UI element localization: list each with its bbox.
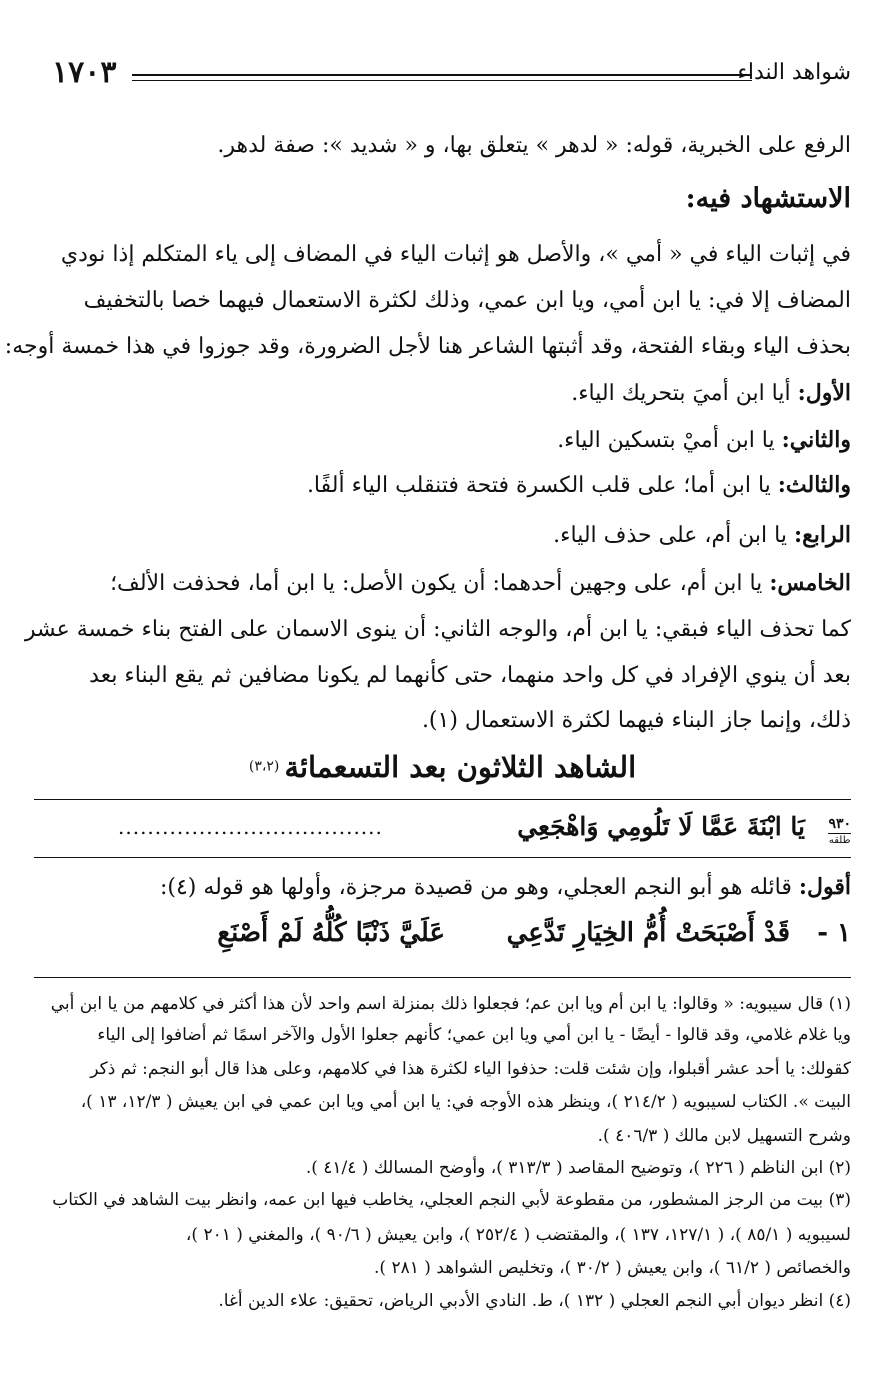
poem-number: ١ - — [817, 918, 851, 948]
witness-heading — [0, 750, 885, 784]
verse-text: يَا ابْنَةَ عَمَّا لَا تَلُومِي وَاهْجَعِي — [517, 812, 805, 841]
verse-dots: .................................... — [118, 815, 383, 839]
item-text: أيا ابن أميَ بتحريك الياء. — [571, 381, 798, 406]
item-text: يا ابن أم، على وجهين أحدهما: أن يكون الأصل: يا ابن أما، فحذفت الألف؛ — [110, 571, 770, 596]
witness-ref: (٣،٢) — [248, 758, 280, 775]
footnote-line: والخصائص ( ٦١/٢ )، وابن يعيش ( ٣٠/٢ )، وتخليص الشواهد ( ٢٨١ ). — [374, 1258, 851, 1278]
paragraph-line: كما تحذف الياء فبقي: يا ابن أم، والوجه الثاني: أن ينوى الاسمان على الفتح بناء خمسة عشر — [24, 617, 851, 642]
paragraph-line: المضاف إلا في: يا ابن أمي، ويا ابن عمي، وذلك لكثرة الاستعمال فيهما خصا بالتخفيف — [83, 288, 851, 313]
verse-number-block — [828, 817, 851, 846]
item-label: الأول: — [797, 380, 851, 406]
list-item — [34, 472, 851, 499]
item-label: والثاني: — [781, 427, 851, 453]
text-line: الرفع على الخبرية، قوله: « لدهر » يتعلق بها، و « شديد »: صفة لدهر. — [217, 133, 851, 158]
divider — [34, 857, 851, 858]
header-rule-thin — [132, 80, 752, 81]
verse-number: ٩٣٠ — [828, 816, 851, 832]
footnote-line: البيت ». الكتاب لسيبويه ( ٢١٤/٢ )، وينظر هذه الأوجه في: يا ابن أمي ويا ابن عمي في ابن يعيش ( ١٢/٣، ١٣ )، — [80, 1092, 851, 1112]
footnote-line: كقولك: يا أحد عشر أقبلوا، وإن شئت قلت: حذفوا الياء لكثرة هذا في كلامهم، وعلى هذا قال أبو النجم: ثم ذكر — [90, 1059, 851, 1079]
list-item — [34, 427, 851, 454]
witness-title: الشاهد الثلاثون بعد التسعمائة — [284, 750, 637, 784]
paragraph-line: ذلك، وإنما جاز البناء فيهما لكثرة الاستعمال (١). — [421, 708, 851, 733]
item-label: الرابع: — [793, 522, 851, 548]
page-number: ١٧٠٣ — [52, 55, 117, 90]
paragraph-line — [34, 874, 851, 901]
running-header-title: شواهد النداء — [737, 60, 851, 85]
verse-meter: طلقه — [828, 835, 851, 846]
footnote-line: (٣) بيت من الرجز المشطور، من مقطوعة لأبي النجم العجلي، يخاطب فيها ابن عمه، وانظر بيت الشاهد في الكتاب — [52, 1190, 851, 1210]
list-item — [34, 522, 851, 549]
list-item — [34, 570, 851, 597]
footnote-line: (٢) ابن الناظم ( ٢٢٦ )، وتوضيح المقاصد ( ٣١٣/٣ )، وأوضح المسالك ( ٤١/٤ ). — [305, 1158, 851, 1178]
footnote-line: ويا غلام غلامي، وقد قالوا - أيضًا - يا ابن أمي ويا ابن عمي؛ كأنهم جعلوا الأول والآخر اسمًا ثم أضافوا إلى الياء — [97, 1025, 851, 1045]
aqul-text: قائله هو أبو النجم العجلي، وهو من قصيدة مرجزة، وأولها هو قوله (٤): — [159, 875, 799, 900]
item-text: يا ابن أميْ بتسكين الياء. — [557, 428, 782, 453]
paragraph-line: بعد أن ينوي الإفراد في كل واحد منهما، حتى كأنهما لم يكونا مضافين ثم يقع البناء بعد — [89, 663, 851, 688]
item-label: والثالث: — [777, 472, 851, 498]
footnote-line: (٤) انظر ديوان أبي النجم العجلي ( ١٣٢ )، ط. النادي الأدبي الرياض، تحقيق: علاء الدين أغا. — [218, 1291, 851, 1311]
aqul-label: أقول: — [798, 874, 851, 900]
footnote-rule — [34, 977, 851, 978]
item-text: يا ابن أما؛ على قلب الكسرة فتحة فتنقلب الياء ألفًا. — [306, 473, 778, 498]
footnote-line: وشرح التسهيل لابن مالك ( ٤٠٦/٣ ). — [597, 1126, 851, 1146]
section-heading: الاستشهاد فيه: — [685, 183, 851, 214]
poem-hemistich-second: عَلَيَّ ذَنْبًا كُلُّهُ لَمْ أَصْنَعِ — [217, 918, 445, 948]
header-rule — [132, 74, 752, 76]
paragraph-line: بحذف الياء وبقاء الفتحة، وقد أثبتها الشاعر هنا لأجل الضرورة، وقد جوزوا في هذا خمسة أوجه: — [4, 334, 851, 359]
divider — [34, 799, 851, 800]
poem-hemistich-first: قَدْ أَصْبَحَتْ أُمُّ الخِيَارِ تَدَّعِي — [506, 918, 790, 948]
item-label: الخامس: — [769, 570, 851, 596]
list-item — [34, 380, 851, 407]
footnote-line: لسيبويه ( ٨٥/١ )، ( ١٢٧/١، ١٣٧ )، والمقتضب ( ٢٥٢/٤ )، وابن يعيش ( ٩٠/٦ )، والمغني ( ٢٠١ )، — [185, 1225, 851, 1245]
paragraph-line: في إثبات الياء في « أمي »، والأصل هو إثبات الياء في المضاف إلى ياء المتكلم إذا نودي — [60, 242, 851, 267]
item-text: يا ابن أم، على حذف الياء. — [553, 523, 794, 548]
footnote-line: (١) قال سيبويه: « وقالوا: يا ابن أم ويا ابن عم؛ فجعلوا ذلك بمنزلة اسم واحد لأن هذا أكثر في كلامهم من يا ابن أبي — [50, 994, 851, 1014]
